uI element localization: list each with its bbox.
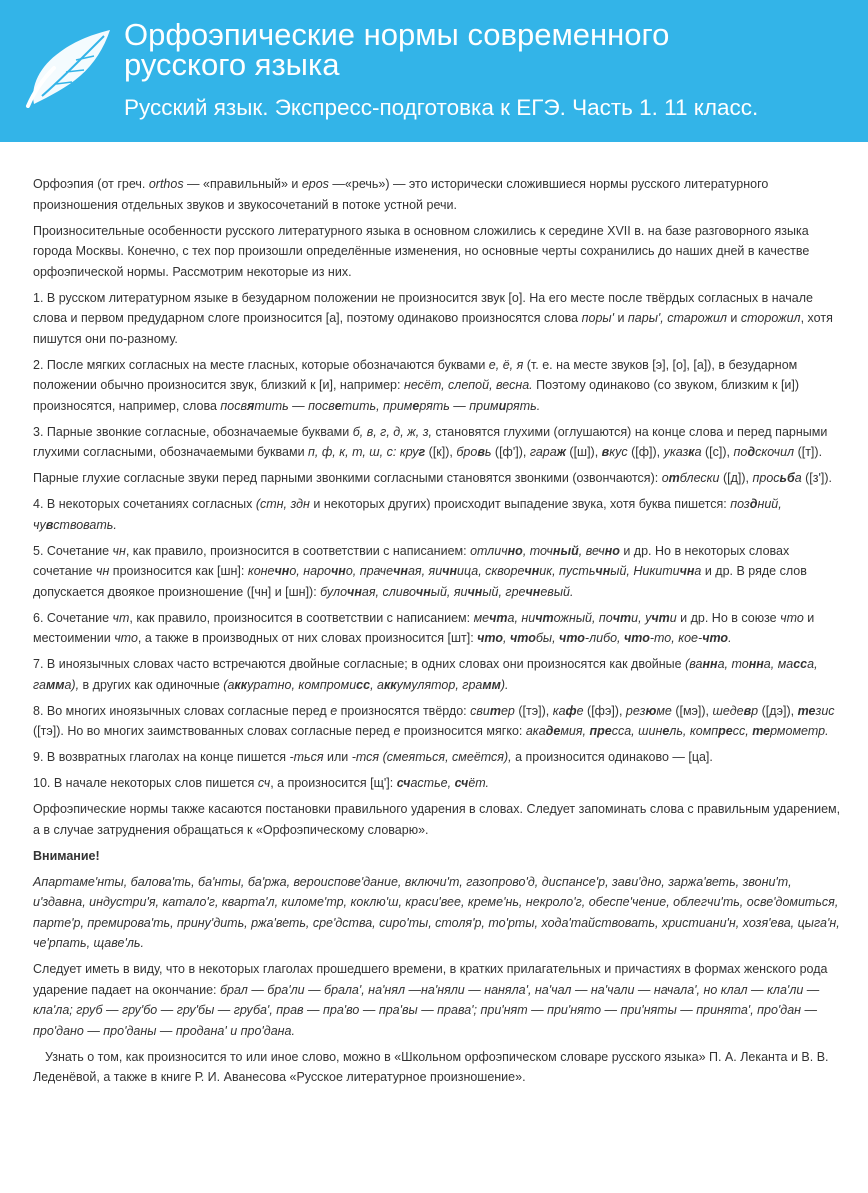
text: 8. Во многих иноязычных словах согласные перед bbox=[33, 703, 331, 718]
text: чн bbox=[274, 564, 290, 578]
text: е, ё, я bbox=[488, 357, 524, 372]
text: ([д]), bbox=[719, 471, 753, 485]
text: поз bbox=[730, 497, 750, 511]
text: и др. Но в союзе bbox=[676, 610, 781, 625]
text: что bbox=[477, 631, 504, 645]
text: ая, сливо bbox=[361, 584, 416, 599]
text: ([ш]), bbox=[565, 445, 602, 459]
text: чн bbox=[330, 564, 346, 578]
text: де bbox=[545, 724, 561, 738]
text: д bbox=[749, 497, 758, 511]
page-subtitle: Русский язык. Экспресс-подготовка к ЕГЭ. Часть 1. 11 класс. bbox=[124, 95, 759, 120]
text: , веч bbox=[578, 543, 605, 558]
rule-10 bbox=[33, 773, 841, 794]
text: и др. В ряде слов допускается двоякое произношение ([чн] и [шн]): bbox=[33, 564, 807, 599]
text: бы, bbox=[535, 631, 560, 645]
text: сч bbox=[454, 776, 469, 790]
text: о, праче bbox=[345, 564, 394, 578]
text: 2. После мягких согласных на месте гласных, которые обозначаются буквами bbox=[33, 357, 489, 372]
text: рез bbox=[625, 703, 646, 718]
text: ствовать. bbox=[53, 517, 117, 532]
text: сторожил bbox=[740, 311, 801, 325]
text: ый, Никити bbox=[610, 564, 680, 578]
text: г bbox=[418, 445, 426, 459]
text: к bbox=[688, 445, 695, 459]
text: указ bbox=[663, 445, 689, 459]
paragraph-references: Узнать о том, как произносится то или иное слово, можно в «Школьном орфоэпическом словаре русского языка» П. А. Леканта и В. В. Леденёвой, а также в книге Р. И. Аванесова «Русское литературное произношение». bbox=[33, 1049, 829, 1084]
text: ([з']). bbox=[801, 471, 832, 485]
text: , bbox=[503, 631, 510, 645]
rule-7 bbox=[33, 654, 841, 695]
text: е bbox=[412, 398, 420, 413]
text: чт bbox=[612, 610, 632, 625]
text: о bbox=[661, 471, 669, 485]
text: ме bbox=[473, 610, 490, 625]
text: ф bbox=[565, 703, 577, 718]
text: (стн, здн bbox=[255, 497, 310, 511]
title-line-1: Орфоэпические нормы современного bbox=[124, 17, 670, 52]
text: 10. В начале некоторых слов пишется bbox=[33, 776, 258, 790]
text: чн bbox=[112, 543, 126, 558]
header-banner bbox=[0, 0, 868, 142]
text: что bbox=[114, 631, 138, 645]
text: , а также в производных от них словах произносится [шт]: bbox=[137, 631, 478, 645]
text: ик, пусть bbox=[539, 564, 596, 578]
text: рмометр. bbox=[770, 724, 829, 738]
text: ный bbox=[552, 543, 579, 558]
text: мм bbox=[482, 677, 501, 692]
text: ая, яи bbox=[407, 564, 443, 578]
text: но bbox=[604, 543, 620, 558]
text: и bbox=[669, 610, 677, 625]
rule-3-voicing bbox=[33, 468, 841, 489]
text: (т. е. на месте звуков [э], [о], [а]), в безударном положении обычно произносится звук, близкий к [и], например: bbox=[33, 357, 798, 392]
text: 7. В иноязычных словах часто встречаются двойные согласные; в одних словах они произносятся как двойные bbox=[33, 657, 686, 671]
text: , как правило, произносится в соответствии с написанием: bbox=[125, 543, 471, 558]
text: рять — прим bbox=[419, 398, 499, 413]
text: ([тэ]), bbox=[514, 703, 553, 718]
text: произносится мягко: bbox=[400, 724, 526, 738]
text: б, в, г, д, ж, з, bbox=[352, 424, 432, 439]
text: , как правило, произносится в соответствии с написанием: bbox=[129, 610, 474, 625]
text: скочил bbox=[755, 445, 795, 459]
text: и некоторых других) происходит выпадение звука, хотя буква пишется: bbox=[309, 497, 731, 511]
text: сс, bbox=[732, 724, 753, 738]
text: в bbox=[743, 703, 752, 718]
text: (а bbox=[223, 677, 235, 692]
text: (ва bbox=[685, 657, 703, 671]
text: отлич bbox=[470, 543, 508, 558]
text: ьб bbox=[779, 471, 795, 485]
text: ь bbox=[484, 445, 492, 459]
text: чн bbox=[679, 564, 695, 578]
text: ый, яи bbox=[430, 584, 468, 599]
attention-heading bbox=[33, 846, 841, 867]
text: блески bbox=[679, 471, 720, 485]
text: 6. Сочетание bbox=[33, 610, 113, 625]
text: orthos bbox=[148, 177, 184, 191]
text: ожный, по bbox=[553, 610, 613, 625]
text: чн bbox=[525, 584, 541, 599]
text: нн bbox=[748, 657, 764, 671]
text: рять. bbox=[506, 398, 541, 413]
rule-3 bbox=[33, 422, 841, 463]
text: а, га bbox=[33, 657, 818, 692]
text: чн bbox=[467, 584, 483, 599]
text: о, наро bbox=[289, 564, 331, 578]
paragraph-stress: Орфоэпические нормы также касаются постановки правильного ударения в словах. Следует запоминать слова с правильным ударением, а в случае затруднения обращаться к «Орфоэпическому словарю». bbox=[33, 802, 841, 837]
text: т bbox=[668, 471, 680, 485]
text: чн bbox=[347, 584, 362, 599]
text: ([ф']), bbox=[491, 445, 530, 459]
text: Орфоэпия (от греч. bbox=[33, 177, 149, 191]
text: . bbox=[728, 631, 732, 645]
text: но bbox=[507, 543, 523, 558]
text: нн bbox=[702, 657, 718, 671]
text: чн bbox=[595, 564, 611, 578]
text: ([к]), bbox=[425, 445, 457, 459]
text: мм bbox=[45, 677, 65, 692]
text: шеде bbox=[712, 703, 744, 718]
text: ([дэ]), bbox=[758, 703, 798, 718]
stress-word-list: Апартаме'нты, балова'ть, ба'нты, ба'ржа, вероиспове'дание, включи'т, газопрово'д, диспансе'р, зави'дно, заржа'веть, звони'т, и'здавна, индустри'я, катало'г, кварта'л, киломе'тр, коклю'ш, краси'вее, креме'нь, некроло'г, обеспе'чение, облегчи'ть, осве'домиться, парте'р, премирова'ть, прину'дить, ржа'веть, сре'дства, сиро'ты, столя'р, то'рты, хода'тайствовать, христиани'н, хозя'ева, цыга'н, че'рпать, щаве'ль. bbox=[33, 874, 840, 950]
text: астье, bbox=[410, 776, 455, 790]
text: а, ма bbox=[763, 657, 794, 671]
text: а, то bbox=[717, 657, 749, 671]
text: брал — бра'ли — брала', на'нял —на'няли — наняла', на'чал — на'чали — начала', но клал — кла'ли — кла'ла; груб — гру'бо — гру'бы — груба', прав — пра'во — пра'вы — права'; при'нят — при'нято — при'няты — принята', про'дан — про'дано — про'даны — продана' и про'дана. bbox=[33, 982, 820, 1038]
text: чн bbox=[442, 564, 457, 578]
text: ю bbox=[645, 703, 657, 718]
text: , хотя пишутся они по-разному. bbox=[33, 311, 833, 346]
rule-1 bbox=[33, 288, 841, 350]
text: зис bbox=[815, 703, 835, 718]
text: ый, гре bbox=[482, 584, 526, 599]
text: е bbox=[334, 398, 342, 413]
text: что bbox=[624, 631, 650, 645]
text: чт bbox=[651, 610, 670, 625]
paragraph-past-tense bbox=[33, 959, 841, 1041]
text: мия, bbox=[560, 724, 590, 738]
text: д bbox=[747, 445, 756, 459]
text: е bbox=[662, 724, 670, 738]
text: те bbox=[797, 703, 816, 718]
text: и др. Но в некоторых словах сочетание bbox=[33, 543, 790, 578]
text: что bbox=[702, 631, 729, 645]
text: несёт, слепой, весна. bbox=[403, 378, 533, 392]
text: т bbox=[489, 703, 501, 718]
text: було bbox=[320, 584, 348, 599]
text: ([мэ]), bbox=[671, 703, 713, 718]
text: а bbox=[694, 445, 702, 459]
text: гара bbox=[529, 445, 557, 459]
text: становятся глухими (оглушаются) на конце слова и перед парными глухими согласными, обозначаемыми буквами bbox=[33, 424, 828, 459]
text: ([с]), bbox=[701, 445, 734, 459]
text: , а произносится [щ']: bbox=[270, 776, 397, 790]
text: ка bbox=[552, 703, 566, 718]
text: по bbox=[733, 445, 748, 459]
text: ака bbox=[525, 724, 546, 738]
text: ([тэ]). Но во многих заимствованных словах согласные перед bbox=[33, 724, 394, 738]
text: ёт. bbox=[468, 776, 490, 790]
rule-2 bbox=[33, 355, 841, 417]
text: сви bbox=[470, 703, 490, 718]
text: коне bbox=[247, 564, 275, 578]
text: ре bbox=[718, 724, 733, 738]
text: 1. В русском литературном языке в безударном положении не произносится звук [о]. На его месте после твёрдых согласных в начале слова и первом предударном слоге произносится [а], поэтому одинаково произносятся слова bbox=[33, 290, 814, 325]
text: -то, кое- bbox=[649, 631, 703, 645]
text: п, ф, к, т, ш, с: кру bbox=[308, 445, 419, 459]
text: —«речь») — это исторически сложившиеся нормы русского литературного произношения отдельных звуков и звукосочетаний в потоке устной речи. bbox=[33, 177, 769, 212]
text: в bbox=[45, 517, 54, 532]
text: пре bbox=[589, 724, 612, 738]
page-title bbox=[124, 17, 844, 82]
text: или bbox=[323, 750, 352, 764]
rule-4 bbox=[33, 494, 841, 535]
text: тить, прим bbox=[341, 398, 413, 413]
text: кк bbox=[383, 677, 397, 692]
text: е bbox=[330, 703, 338, 718]
text: тить — посв bbox=[254, 398, 335, 413]
text: р bbox=[751, 703, 759, 718]
paragraph-history: Произносительные особенности русского литературного языка в основном сложились к середине XVII в. на базе разговорного языка города Москвы. Конечно, с тех пор произошли определённые изменения, но основные черты сохранились до наших дней в качестве орфоэпической нормы. Рассмотрим некоторые из них. bbox=[33, 223, 810, 279]
rule-5 bbox=[33, 541, 841, 603]
paragraph-orthoepy-definition bbox=[33, 174, 841, 215]
text: сч bbox=[396, 776, 411, 790]
text: чн bbox=[95, 564, 110, 578]
rule-8 bbox=[33, 701, 841, 742]
text: сс bbox=[356, 677, 371, 692]
text: и bbox=[726, 311, 741, 325]
text: — «правильный» и bbox=[183, 177, 302, 191]
text: сс bbox=[793, 657, 808, 671]
text: сч bbox=[257, 776, 271, 790]
text: а произносится одинаково — [ца]. bbox=[511, 750, 713, 764]
text: 4. В некоторых сочетаниях согласных bbox=[33, 497, 256, 511]
text: а bbox=[794, 471, 802, 485]
text: ). bbox=[500, 677, 509, 692]
text: а), bbox=[64, 677, 80, 692]
text: чт bbox=[112, 610, 130, 625]
text: ер bbox=[500, 703, 515, 718]
text: а bbox=[694, 564, 702, 578]
text: ([фэ]), bbox=[583, 703, 626, 718]
text: прос bbox=[752, 471, 780, 485]
text: умулятор, гра bbox=[396, 677, 483, 692]
text: ме bbox=[656, 703, 672, 718]
text: посв bbox=[220, 398, 247, 413]
text: epos bbox=[301, 177, 329, 191]
text: ица, скворе bbox=[457, 564, 525, 578]
text: ([ф]), bbox=[627, 445, 664, 459]
text: чн bbox=[393, 564, 408, 578]
text: произносятся твёрдо: bbox=[337, 703, 471, 718]
text: и местоимении bbox=[33, 610, 815, 645]
text: е bbox=[393, 724, 401, 738]
text: уратно, компроми bbox=[247, 677, 357, 692]
text: Поэтому одинаково (со звуком, близким к [и]) произносятся, например, слова bbox=[33, 378, 800, 413]
text: в bbox=[601, 445, 610, 459]
text: чн bbox=[415, 584, 431, 599]
text: что bbox=[559, 631, 585, 645]
text: ([т]). bbox=[794, 445, 823, 459]
text: 5. Сочетание bbox=[33, 543, 113, 558]
text: ний, чу bbox=[33, 497, 782, 532]
text: -либо, bbox=[584, 631, 624, 645]
text: евый. bbox=[540, 584, 574, 599]
text: е bbox=[576, 703, 584, 718]
text: , а bbox=[370, 677, 384, 692]
text: Внимание! bbox=[33, 848, 100, 863]
text: кус bbox=[609, 445, 628, 459]
text: а, ни bbox=[507, 610, 536, 625]
text: и, у bbox=[631, 610, 652, 625]
text: и bbox=[498, 398, 507, 413]
rule-9 bbox=[33, 747, 841, 768]
text: -тся (смеяться, смеётся), bbox=[351, 750, 512, 764]
text: -ться bbox=[289, 750, 324, 764]
text: кк bbox=[234, 677, 248, 692]
text: , точ bbox=[522, 543, 553, 558]
feather-icon bbox=[20, 26, 116, 108]
text: Следует иметь в виду, что в некоторых глаголах прошедшего времени, в кратких прилагательных и причастиях в формах женского рода ударение падает на окончание: bbox=[33, 962, 828, 997]
article-body bbox=[33, 174, 841, 1093]
text: ж bbox=[556, 445, 566, 459]
text: ль, комп bbox=[669, 724, 719, 738]
text: чт bbox=[535, 610, 554, 625]
text: 3. Парные звонкие согласные, обозначаемые буквами bbox=[33, 424, 353, 439]
text: произносится как [шн]: bbox=[109, 564, 248, 578]
text: и bbox=[617, 311, 628, 325]
text: я bbox=[246, 398, 255, 413]
text: чт bbox=[489, 610, 508, 625]
text: 9. В возвратных глаголах на конце пишется bbox=[33, 750, 290, 764]
text: чн bbox=[524, 564, 540, 578]
text: поры' bbox=[581, 311, 618, 325]
text: сса, шин bbox=[611, 724, 663, 738]
rule-6 bbox=[33, 608, 841, 649]
text: в других как одиночные bbox=[79, 677, 224, 692]
text: Парные глухие согласные звуки перед парными звонкими согласными становятся звонкими (озвончаются): bbox=[33, 471, 662, 485]
title-line-2: русского языка bbox=[124, 47, 340, 82]
text: те bbox=[752, 724, 771, 738]
text: что bbox=[509, 631, 536, 645]
text: в bbox=[477, 445, 485, 459]
text: бро bbox=[456, 445, 478, 459]
text: что bbox=[780, 610, 804, 625]
text: пары', старожил bbox=[627, 311, 727, 325]
